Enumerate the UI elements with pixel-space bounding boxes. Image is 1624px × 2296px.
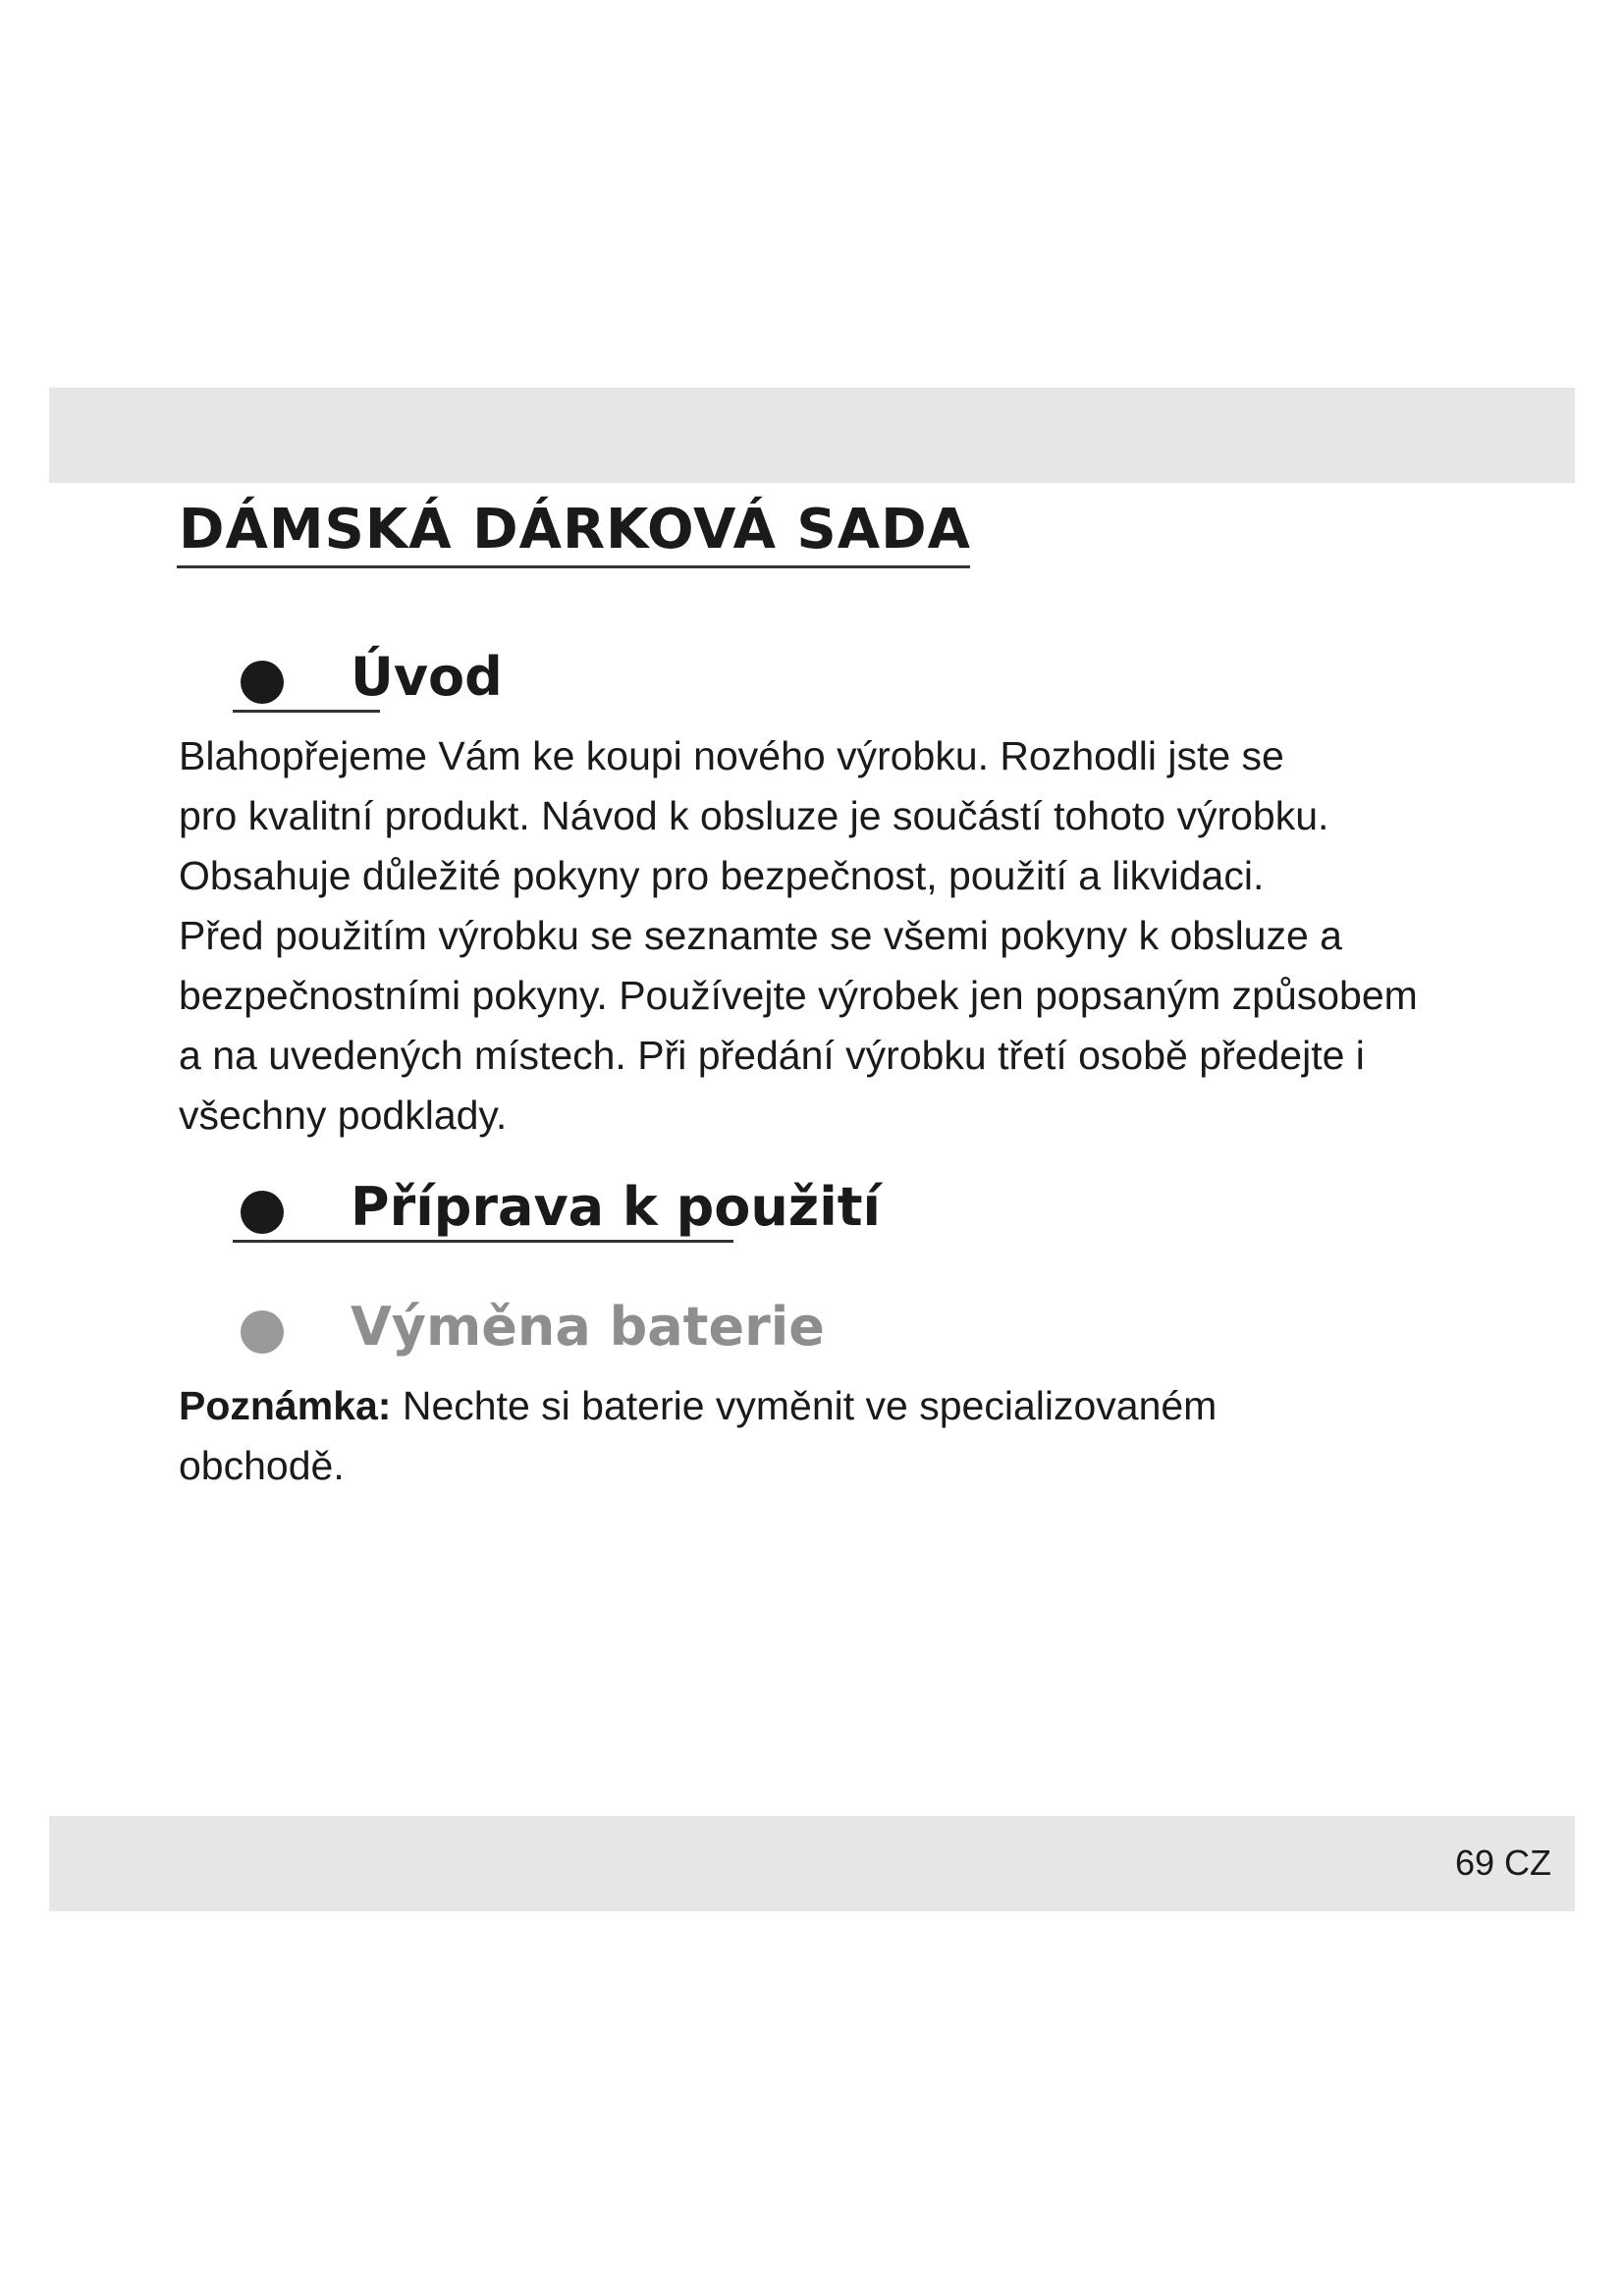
note-line bbox=[179, 1376, 1217, 1436]
note-label: Poznámka: bbox=[179, 1383, 392, 1428]
section-heading-text: Výměna baterie bbox=[351, 1296, 825, 1358]
paragraph-line: Před použitím výrobku se seznamte se všemi pokyny k obsluze a bbox=[179, 913, 1342, 958]
paragraph-line: a na uvedených místech. Při předání výrobku třetí osobě předejte i bbox=[179, 1033, 1365, 1078]
page-number: 69 CZ bbox=[1454, 1842, 1551, 1883]
bullet-icon bbox=[241, 661, 284, 704]
battery-note bbox=[179, 1376, 1217, 1496]
bullet-icon bbox=[241, 1191, 284, 1234]
intro-paragraph bbox=[179, 726, 1418, 1146]
note-line: obchodě. bbox=[179, 1443, 345, 1488]
section-heading-text: Úvod bbox=[351, 646, 503, 708]
footer-band bbox=[49, 1816, 1575, 1911]
page-title: DÁMSKÁ DÁRKOVÁ SADA bbox=[179, 498, 971, 561]
paragraph-line: pro kvalitní produkt. Návod k obsluze je součástí tohoto výrobku. bbox=[179, 793, 1329, 838]
paragraph-line: Obsahuje důležité pokyny pro bezpečnost, použití a likvidaci. bbox=[179, 853, 1265, 898]
note-text: Nechte si baterie vyměnit ve specializovaném bbox=[391, 1383, 1218, 1428]
header-band bbox=[49, 388, 1575, 483]
paragraph-line: bezpečnostními pokyny. Používejte výrobek jen popsaným způsobem bbox=[179, 973, 1418, 1018]
section-heading-text: Příprava k použití bbox=[351, 1176, 882, 1238]
heading-underline bbox=[233, 1240, 733, 1243]
title-underline bbox=[177, 565, 970, 568]
bullet-icon bbox=[241, 1310, 284, 1354]
paragraph-line: všechny podklady. bbox=[179, 1093, 508, 1138]
heading-underline bbox=[233, 710, 380, 713]
paragraph-line: Blahopřejeme Vám ke koupi nového výrobku. Rozhodli jste se bbox=[179, 733, 1284, 778]
